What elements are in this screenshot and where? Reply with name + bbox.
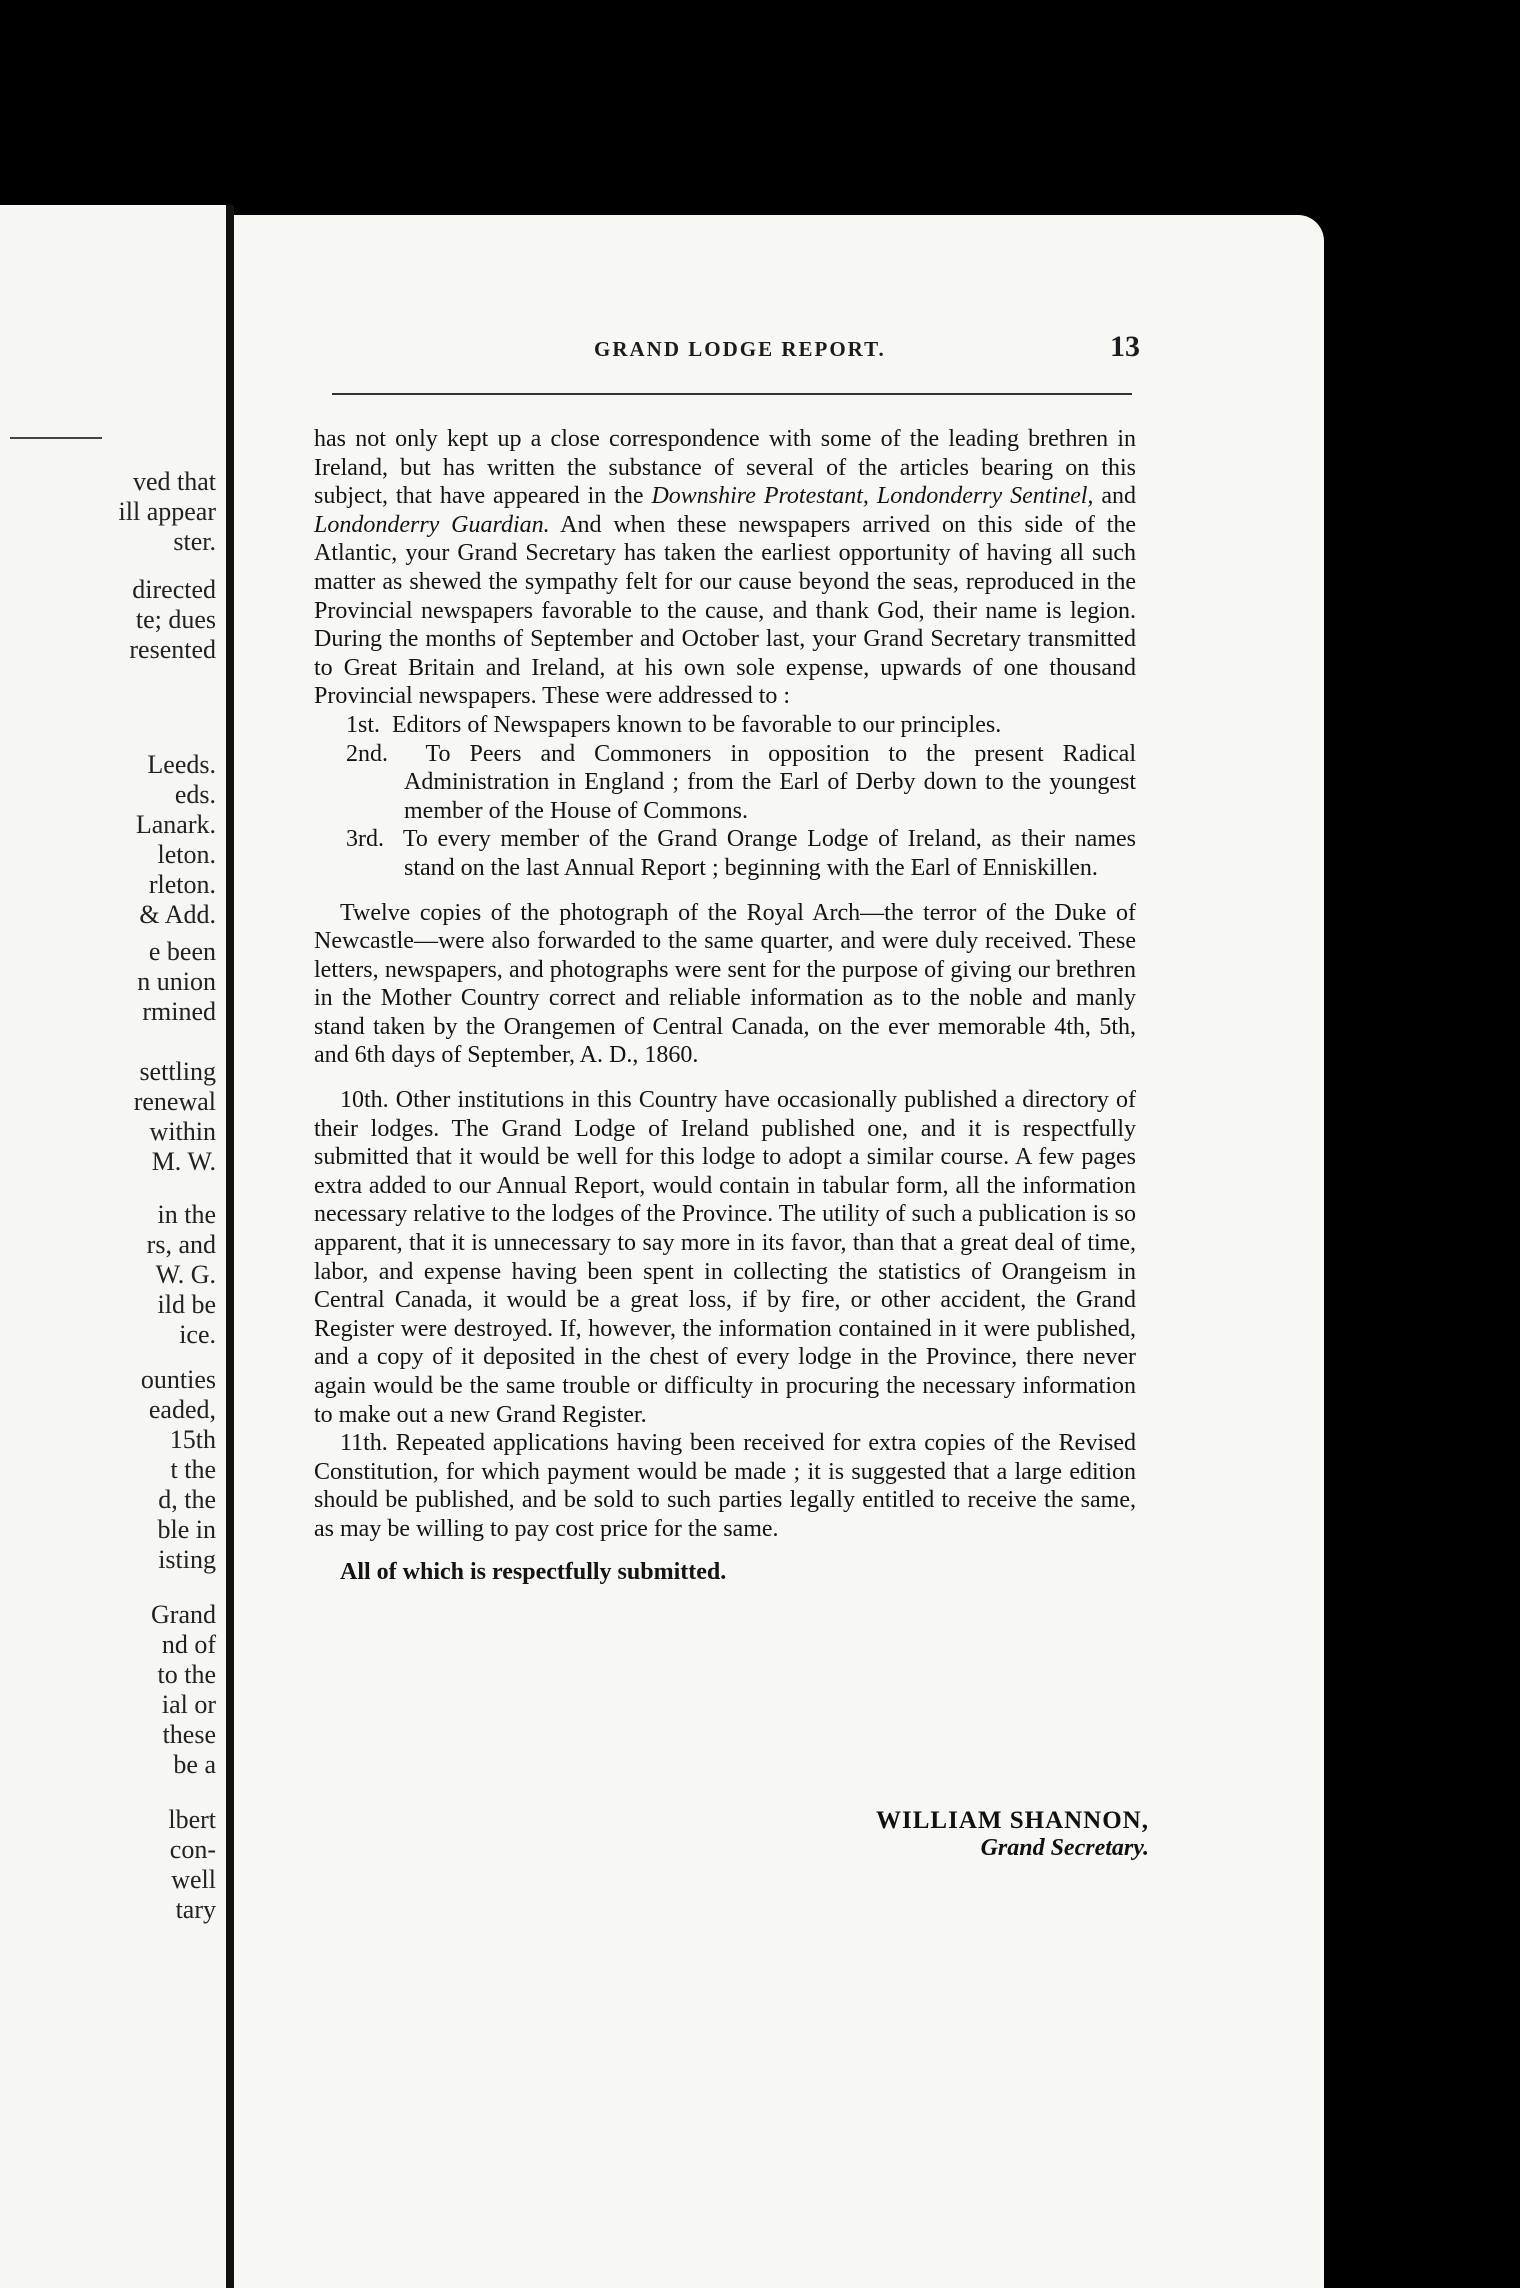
list-text: To Peers and Commoners in opposition to the present Radical Administration in England ; from the Earl of Derby down to the youngest member of the House of Commons. (404, 740, 1136, 824)
list-item-1 (314, 711, 1136, 740)
left-fragment-line: d, the (158, 1485, 216, 1514)
left-fragment-line: ounties (140, 1365, 216, 1394)
paragraph-text: And when these newspapers arrived on this side of the Atlantic, your Grand Secretary has taken the earliest opportunity of having all such matter as shewed the sympathy felt for our cause beyond the seas, reproduced in the Provincial newspapers favorable to the cause, and thank God, their name is legion. During the months of September and October last, your Grand Secretary transmitted to Great Britain and Ireland, at his own sole expense, upwards of one thousand Provincial newspapers. These were addressed to : (314, 511, 1137, 710)
signature-name: WILLIAM SHANNON, (876, 1807, 1149, 1834)
left-page-rule (10, 437, 102, 439)
signature-block (789, 1807, 1149, 1862)
left-fragment-line: W. G. (155, 1260, 216, 1289)
left-fragment-line: tary (175, 1895, 216, 1924)
list-number: 1st. (346, 711, 381, 738)
left-fragment-line: t the (170, 1455, 216, 1484)
closing-line: All of which is respectfully submitted. (340, 1558, 727, 1585)
left-fragment-line: eds. (174, 780, 216, 809)
left-fragment-line: & Add. (139, 900, 216, 929)
left-fragment-line: ble in (157, 1515, 216, 1544)
paragraph-10th: 10th. Other institutions in this Country have occasionally published a directory of their lodges. The Grand Lodge of Ireland published one, and it is respectfully submitted that it would be well for this lodge to adopt a similar course. A few pages extra added to our Annual Report, would contain in tabular form, all the information necessary relative to the lodges of the Province. The utility of such a publication is so apparent, that it is unnecessary to say more in its favor, than that a great deal of time, labor, and expense having been spent in collecting the statistics of Orangeism in Central Canada, it would be a great loss, if by fire, or other accident, the Grand Register were destroyed. If, however, the information contained in it were published, and a copy of it deposited in the chest of every lodge in the Province, there never again would be the same trouble or difficulty in procuring the necessary information to make out a new Grand Register. (314, 1087, 1136, 1428)
list-number: 2nd. (346, 740, 388, 767)
left-fragment-line: ved that (132, 467, 216, 496)
left-fragment-line: directed (132, 575, 216, 604)
left-fragment-line: M. W. (151, 1147, 216, 1176)
left-fragment-line: ial or (161, 1690, 216, 1719)
left-fragment-line: Leeds. (147, 750, 216, 779)
left-fragment-line: leton. (157, 840, 216, 869)
newspaper-title: Londonderry Guardian. (314, 511, 550, 538)
left-fragment-line: renewal (133, 1087, 216, 1116)
left-fragment-line: n union (137, 967, 216, 996)
paragraph-11th: 11th. Repeated applications having been received for extra copies of the Revised Constitution, for which payment would be made ; it is suggested that a large edition should be published, and be sold to such parties legally entitled to receive the same, as may be willing to pay cost price for the same. (314, 1430, 1136, 1542)
left-fragment-line: be a (173, 1750, 216, 1779)
left-fragment-line: in the (157, 1200, 216, 1229)
left-fragment-line: 15th (169, 1425, 216, 1454)
left-fragment-line: resented (129, 635, 216, 664)
left-fragment-line: eaded, (148, 1395, 216, 1424)
left-fragment-line: rleton. (148, 870, 216, 899)
paragraph-photograph: Twelve copies of the photograph of the Royal Arch—the terror of the Duke of Newcastle—were also forwarded to the same quarter, and were duly received. These letters, newspapers, and photographs were sent for the purpose of giving our brethren in the Mother Country correct and reliable information as to the noble and manly stand taken by the Orangemen of Central Canada, on the ever memorable 4th, 5th, and 6th days of September, A. D., 1860. (314, 899, 1136, 1069)
newspaper-titles: Downshire Protestant, Londonderry Sentinel, (651, 483, 1094, 510)
left-fragment-line: to the (157, 1660, 216, 1689)
left-fragment-line: these (162, 1720, 216, 1749)
left-page-fragment (0, 205, 226, 2288)
page-body (314, 425, 1136, 1586)
page-number: 13 (1110, 330, 1140, 363)
left-fragment-line: Grand (151, 1600, 216, 1629)
book-gutter (226, 205, 234, 2288)
left-fragment-line: lbert (168, 1805, 216, 1834)
paragraph-text: has not only kept up a close correspondence with some of the leading brethren in Ireland, but has written the substance of several of the articles bearing on this subject, that have appeared in the (314, 426, 1136, 510)
list-item-3 (314, 825, 1136, 882)
left-fragment-line: ill appear (118, 497, 216, 526)
running-head: GRAND LODGE REPORT. (594, 337, 886, 361)
left-fragment-line: e been (148, 937, 216, 966)
list-text: To every member of the Grand Orange Lodge of Ireland, as their names stand on the last Annual Report ; beginning with the Earl of Enniskillen. (402, 826, 1136, 881)
left-fragment-line: ice. (179, 1320, 216, 1349)
list-item-2 (314, 740, 1136, 826)
left-fragment-line: isting (158, 1545, 216, 1574)
left-fragment-line: rmined (142, 997, 216, 1026)
header-rule (332, 393, 1132, 395)
left-fragment-line: well (171, 1865, 216, 1894)
left-fragment-line: within (149, 1117, 216, 1146)
paragraph-text: and (1093, 483, 1137, 510)
signature-title: Grand Secretary. (980, 1835, 1149, 1861)
left-fragment-line: settling (139, 1057, 216, 1086)
paragraph-correspondence (314, 425, 1136, 711)
right-page (234, 215, 1324, 2288)
list-text: Editors of Newspapers known to be favorable to our principles. (392, 711, 1002, 738)
left-fragment-line: con- (169, 1835, 216, 1864)
list-number: 3rd. (346, 826, 384, 853)
left-fragment-line: nd of (161, 1630, 216, 1659)
left-fragment-line: ster. (173, 527, 216, 556)
left-fragment-line: te; dues (135, 605, 216, 634)
left-fragment-line: ild be (157, 1290, 216, 1319)
left-fragment-line: Lanark. (135, 810, 216, 839)
left-fragment-line: rs, and (146, 1230, 216, 1259)
